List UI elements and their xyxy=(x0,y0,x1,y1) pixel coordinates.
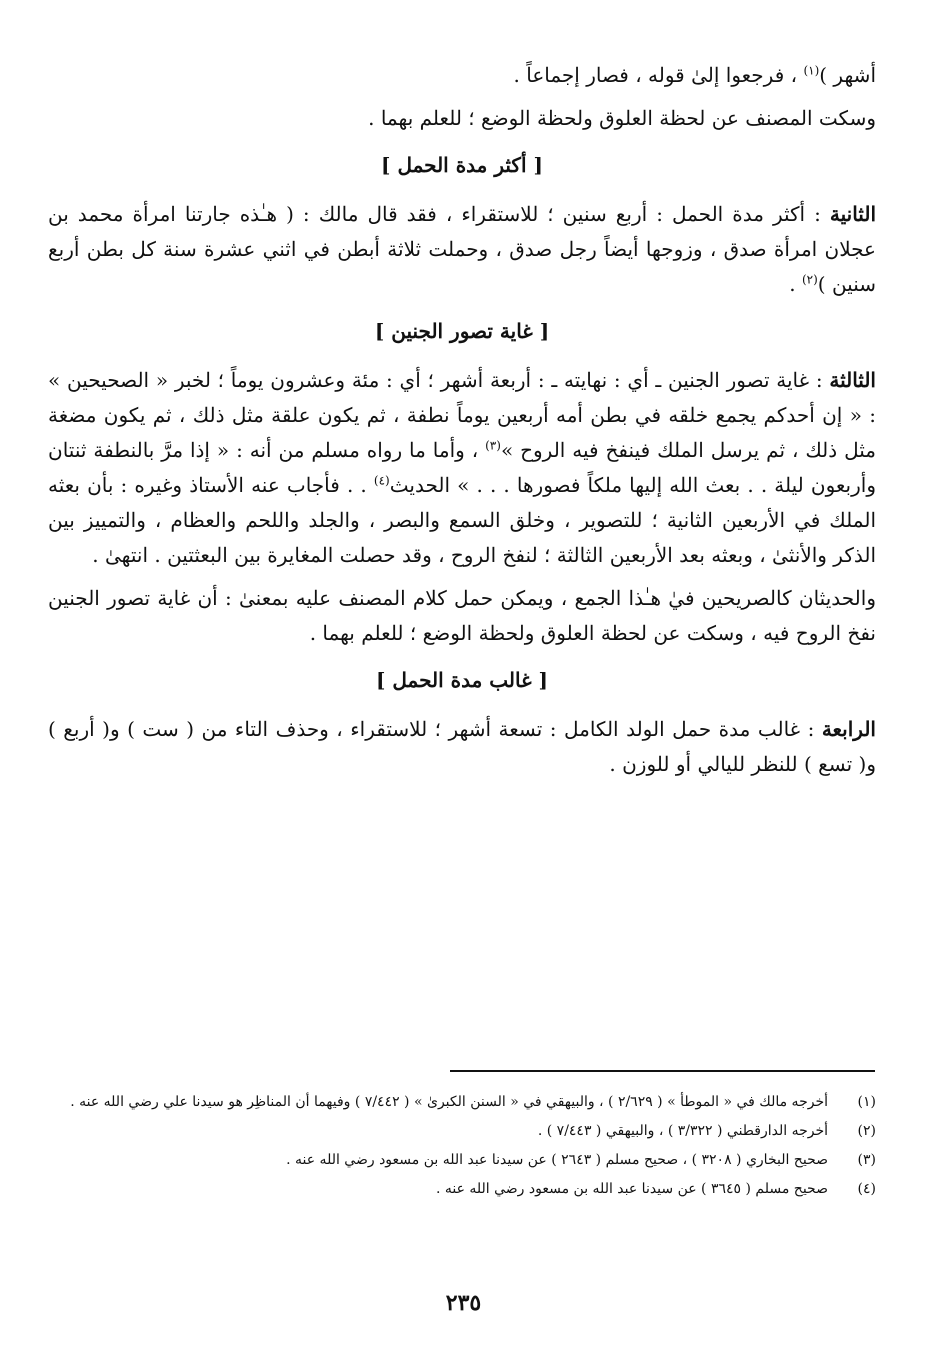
footnote-1 xyxy=(48,1088,876,1117)
footnote-4 xyxy=(48,1175,876,1204)
footnote-number: (٣) xyxy=(857,1152,876,1168)
paragraph-4 xyxy=(48,363,876,573)
paragraph-4-text-a: : غاية تصور الجنين ـ أي : نهايته ـ : أربعة أشهر ؛ أي : مئة وعشرون يوماً ؛ لخبر « الصحيحين » : « إن أحدكم يجمع خلقه في بطن أمه أربعين يوماً نطفة ، ثم يكون علقة مثل ذلك ، ثم يكون مضغة مثل ذلك ، ثم يرسل الملك فينفخ فيه الروح » xyxy=(48,368,876,462)
footnote-ref-4[interactable]: (٤) xyxy=(373,473,390,488)
paragraph-4-lead: الثالثة xyxy=(829,368,876,392)
footnote-ref-1[interactable]: (١) xyxy=(803,63,820,78)
paragraph-1-rest: ، فرجعوا إلىٰ قوله ، فصار إجماعاً . xyxy=(513,63,804,87)
footnote-ref-3[interactable]: (٣) xyxy=(485,438,501,453)
heading-usual-pregnancy: [ غالب مدة الحمل ] xyxy=(375,668,549,692)
footnote-2 xyxy=(48,1117,876,1146)
footnote-3 xyxy=(48,1146,876,1175)
footnote-number: (٤) xyxy=(857,1181,876,1197)
footnote-text: أخرجه مالك في « الموطأ » ( ٢/٦٢٩ ) ، والبيهقي في « السنن الكبرىٰ » ( ٧/٤٤٢ ) وفيهما أن المناظِر هو سيدنا علي رضي الله عنه . xyxy=(70,1094,828,1110)
main-text xyxy=(48,58,876,790)
paragraph-5: والحديثان كالصريحين فيٰ هـٰذا الجمع ، ويمكن حمل كلام المصنف عليه بمعنىٰ : أن غاية تصور الجنين نفخ الروح فيه ، وسكت عن لحظة العلوق ولحظة الوضع ؛ للعلم بهما . xyxy=(48,586,876,645)
footnote-text: صحيح مسلم ( ٣٦٤٥ ) عن سيدنا عبد الله بن مسعود رضي الله عنه . xyxy=(435,1181,828,1197)
paragraph-3 xyxy=(48,197,876,302)
paragraph-3-text: : أكثر مدة الحمل : أربع سنين ؛ للاستقراء ، فقد قال مالك : ( هـٰذه جارتنا امرأة محمد بن عجلان امرأة صدق ، وزوجها أيضاً رجل صدق ، وحملت ثلاثة أبطن في اثني عشرة سنة كل بطن أربع سنين ) xyxy=(48,202,876,296)
paragraph-1-text: أشهر ) xyxy=(819,63,876,87)
paragraph-4-text-b: ، وأما ما رواه مسلم من أنه : « إذا مرَّ بالنطفة ثنتان وأربعون ليلة . . بعث الله إليها ملكاً فصورها . . . » الحديث xyxy=(48,438,876,497)
paragraph-3-lead: الثانية xyxy=(829,202,876,226)
heading-max-pregnancy: [ أكثر مدة الحمل ] xyxy=(381,153,543,177)
paragraph-6 xyxy=(48,712,876,782)
footnotes xyxy=(48,1088,876,1204)
page-number: ٢٣٥ xyxy=(445,1290,482,1316)
paragraph-6-lead: الرابعة xyxy=(821,717,876,741)
footnote-text: صحيح البخاري ( ٣٢٠٨ ) ، صحيح مسلم ( ٢٦٤٣ ) عن سيدنا عبد الله بن مسعود رضي الله عنه . xyxy=(286,1152,828,1168)
heading-embryo-formation: [ غاية تصور الجنين ] xyxy=(374,319,550,343)
footnote-ref-2[interactable]: (٢) xyxy=(801,272,818,287)
footnote-text: أخرجه الدارقطني ( ٣/٣٢٢ ) ، والبيهقي ( ٧/٤٤٣ ) . xyxy=(537,1123,828,1139)
paragraph-4-text-c: . . فأجاب عنه الأستاذ وغيره : بأن بعثه الملك في الأربعين الثانية ؛ للتصوير ، وخلق السمع والبصر ، والجلد واللحم والعظام ، والتمييز بين الذكر والأنثىٰ ، وبعثه بعد الأربعين الثالثة ؛ لنفخ الروح ، وقد حصلت المغايرة بين البعثتين . انتهىٰ . xyxy=(48,473,876,567)
paragraph-6-text: : غالب مدة حمل الولد الكامل : تسعة أشهر ؛ للاستقراء ، وحذف التاء من ( ست ) و( أربع ) و( تسع ) للنظر لليالي أو للوزن . xyxy=(48,717,876,776)
footnote-number: (١) xyxy=(857,1094,876,1110)
paragraph-3-end: . xyxy=(789,272,802,296)
footnote-divider xyxy=(450,1070,875,1072)
paragraph-2: وسكت المصنف عن لحظة العلوق ولحظة الوضع ؛ للعلم بهما . xyxy=(368,106,876,130)
paragraph-1 xyxy=(48,58,876,93)
footnote-number: (٢) xyxy=(857,1123,876,1139)
